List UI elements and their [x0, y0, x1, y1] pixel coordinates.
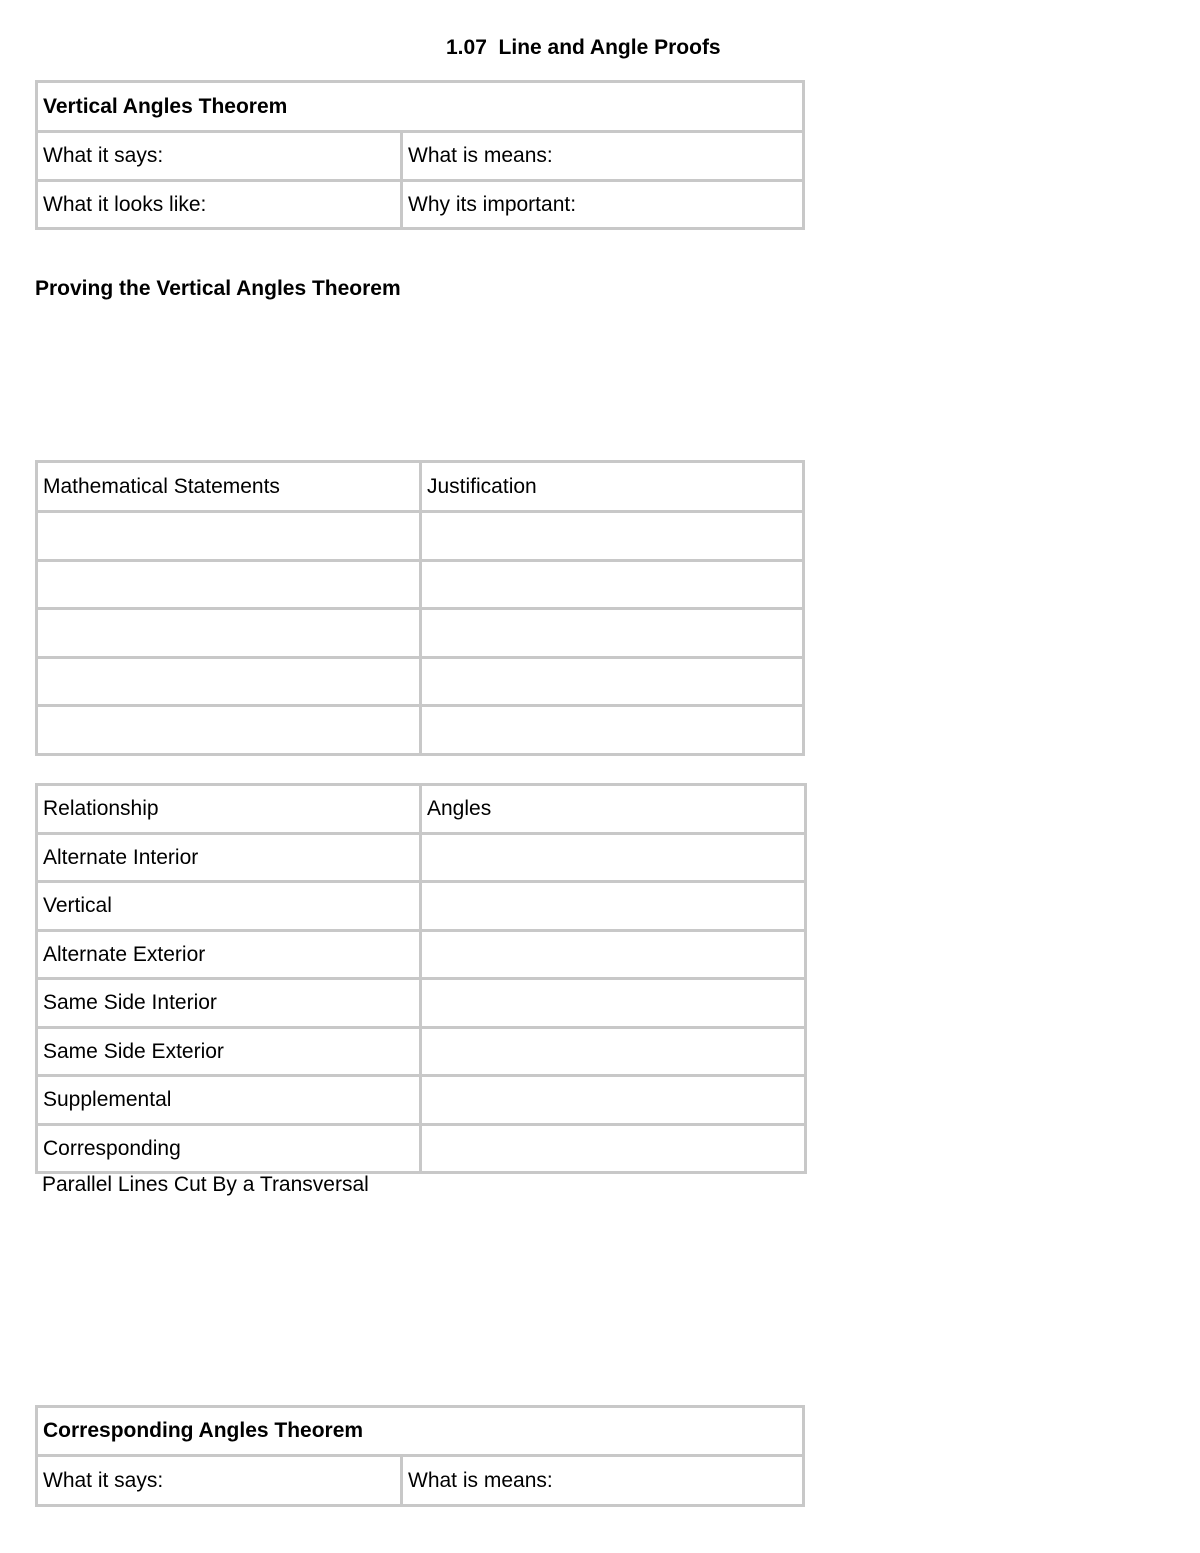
- angles-cell: [421, 979, 806, 1028]
- what-it-looks-like-cell: What it looks like:: [37, 181, 402, 229]
- statement-cell: [37, 609, 421, 658]
- relationship-cell: Same Side Interior: [37, 979, 421, 1028]
- relationship-cell: Corresponding: [37, 1125, 421, 1173]
- statement-cell: [37, 512, 421, 561]
- what-it-means-cell: What is means:: [402, 132, 804, 181]
- justification-cell: [421, 706, 804, 755]
- angles-cell: [421, 1028, 806, 1076]
- relationship-cell: Same Side Exterior: [37, 1028, 421, 1076]
- column-header: Angles: [421, 785, 806, 834]
- column-header: Mathematical Statements: [37, 462, 421, 512]
- theorem-heading: Vertical Angles Theorem: [37, 82, 804, 132]
- why-important-cell: Why its important:: [402, 181, 804, 229]
- section-heading: Proving the Vertical Angles Theorem: [35, 277, 401, 300]
- theorem-heading: Corresponding Angles Theorem: [37, 1407, 804, 1456]
- statement-cell: [37, 706, 421, 755]
- angles-cell: [421, 1076, 806, 1125]
- justification-cell: [421, 609, 804, 658]
- angles-cell: [421, 882, 806, 931]
- angles-cell: [421, 834, 806, 882]
- relationship-cell: Vertical: [37, 882, 421, 931]
- what-it-means-cell: What is means:: [402, 1456, 804, 1506]
- column-header: Relationship: [37, 785, 421, 834]
- what-it-says-cell: What it says:: [37, 1456, 402, 1506]
- angle-relationship-table: [35, 783, 807, 1174]
- angles-cell: [421, 931, 806, 979]
- corresponding-angles-theorem-table: [35, 1405, 805, 1507]
- justification-cell: [421, 512, 804, 561]
- relationship-cell: Alternate Interior: [37, 834, 421, 882]
- statement-cell: [37, 658, 421, 706]
- angles-cell: [421, 1125, 806, 1173]
- justification-cell: [421, 561, 804, 609]
- relationship-cell: Alternate Exterior: [37, 931, 421, 979]
- table-caption: Parallel Lines Cut By a Transversal: [42, 1173, 369, 1196]
- column-header: Justification: [421, 462, 804, 512]
- statement-cell: [37, 561, 421, 609]
- page-title: 1.07 Line and Angle Proofs: [446, 36, 721, 59]
- justification-cell: [421, 658, 804, 706]
- what-it-says-cell: What it says:: [37, 132, 402, 181]
- relationship-cell: Supplemental: [37, 1076, 421, 1125]
- proof-table: [35, 460, 805, 756]
- vertical-angles-theorem-table: [35, 80, 805, 230]
